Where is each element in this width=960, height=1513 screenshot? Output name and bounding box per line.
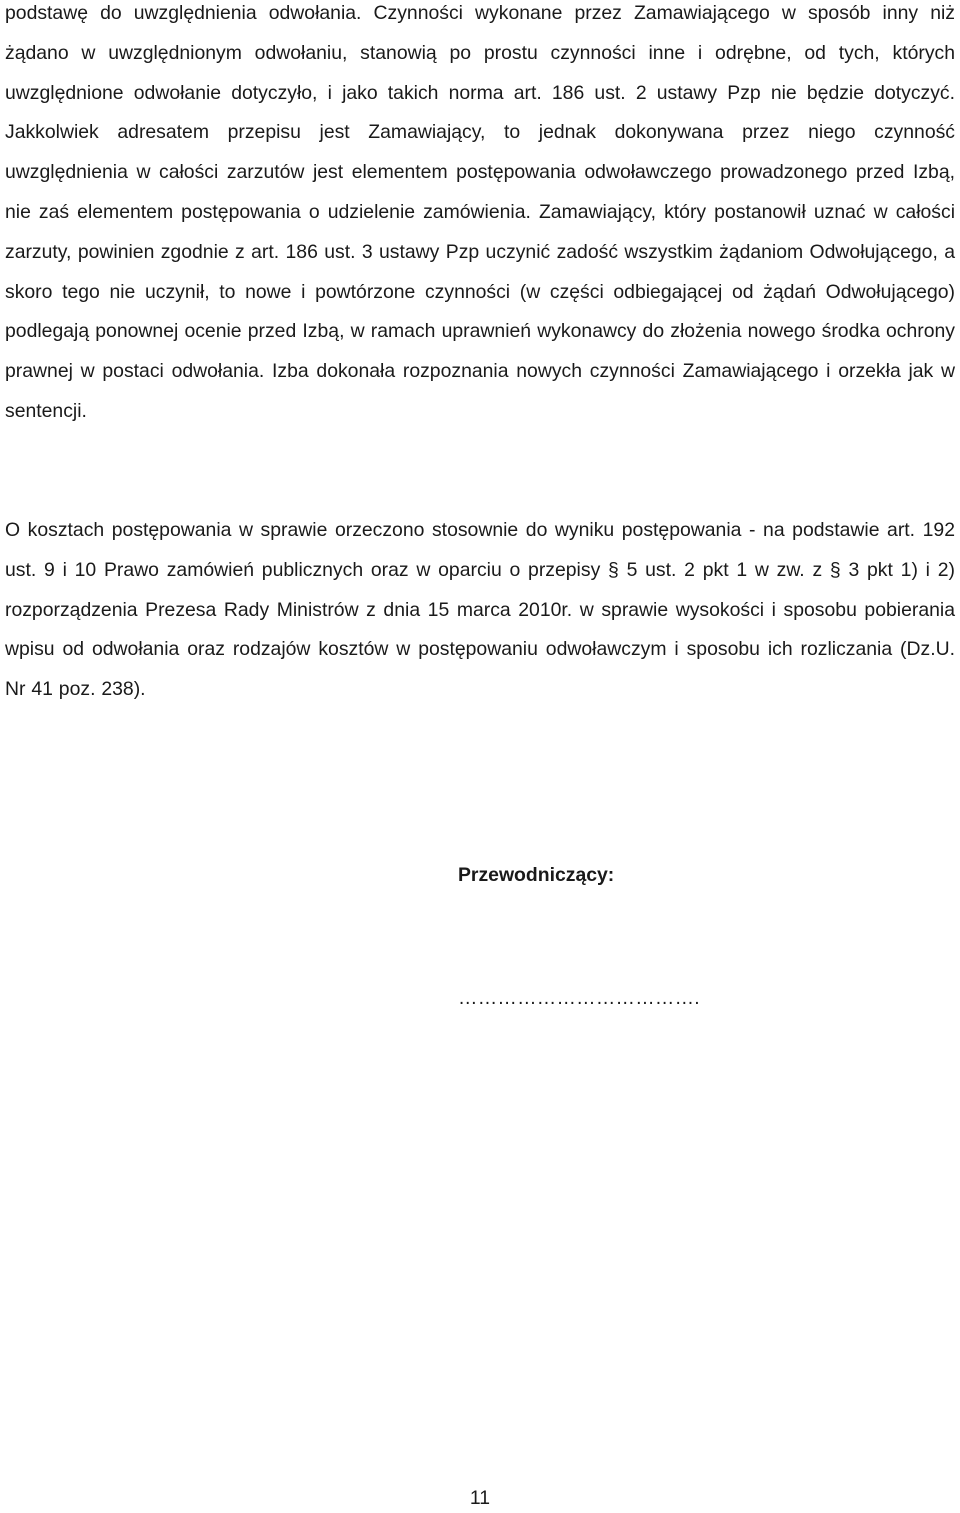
- body-paragraph-costs: O kosztach postępowania w sprawie orzeczono stosownie do wyniku postępowania - na podstawie art. 192 ust. 9 i 10 Prawo zamówień publicznych oraz w oparciu o przepisy § 5 ust. 2 pkt 1 w zw. z § 3 pkt 1) i 2) rozporządzenia Prezesa Rady Ministrów z dnia 15 marca 2010r. w sprawie wysokości i sposobu pobierania wpisu od odwołania oraz rodzajów kosztów w postępowaniu odwoławczym i sposobu ich rozliczania (Dz.U. Nr 41 poz. 238).: [5, 519, 955, 701]
- page-number: 11: [469, 1487, 491, 1509]
- signature-label: Przewodniczący:: [458, 864, 615, 886]
- signature-line: ……………………………….: [458, 987, 700, 1009]
- body-paragraph-reasoning: podstawę do uwzględnienia odwołania. Czynności wykonane przez Zamawiającego w sposób inny niż żądano w uwzględnionym odwołaniu, stanowią po prostu czynności inne i odrębne, od tych, których uwzględnione odwołanie dotyczyło, i jako takich norma art. 186 ust. 2 ustawy Pzp nie będzie dotyczyć. Jakkolwiek adresatem przepisu jest Zamawiający, to jednak dokonywana przez niego czynność uwzględnienia w całości zarzutów jest elementem postępowania odwoławczego prowadzonego przed Izbą, nie zaś elementem postępowania o udzielenie zamówienia. Zamawiający, który postanowił uznać w całości zarzuty, powinien zgodnie z art. 186 ust. 3 ustawy Pzp uczynić zadość wszystkim żądaniom Odwołującego, a skoro tego nie uczynił, to nowe i powtórzone czynności (w części odbiegającej od żądań Odwołującego) podlegają ponownej ocenie przed Izbą, w ramach uprawnień wykonawcy do złożenia nowego środka ochrony prawnej w postaci odwołania. Izba dokonała rozpoznania nowych czynności Zamawiającego i orzekła jak w sentencji.: [5, 2, 955, 422]
